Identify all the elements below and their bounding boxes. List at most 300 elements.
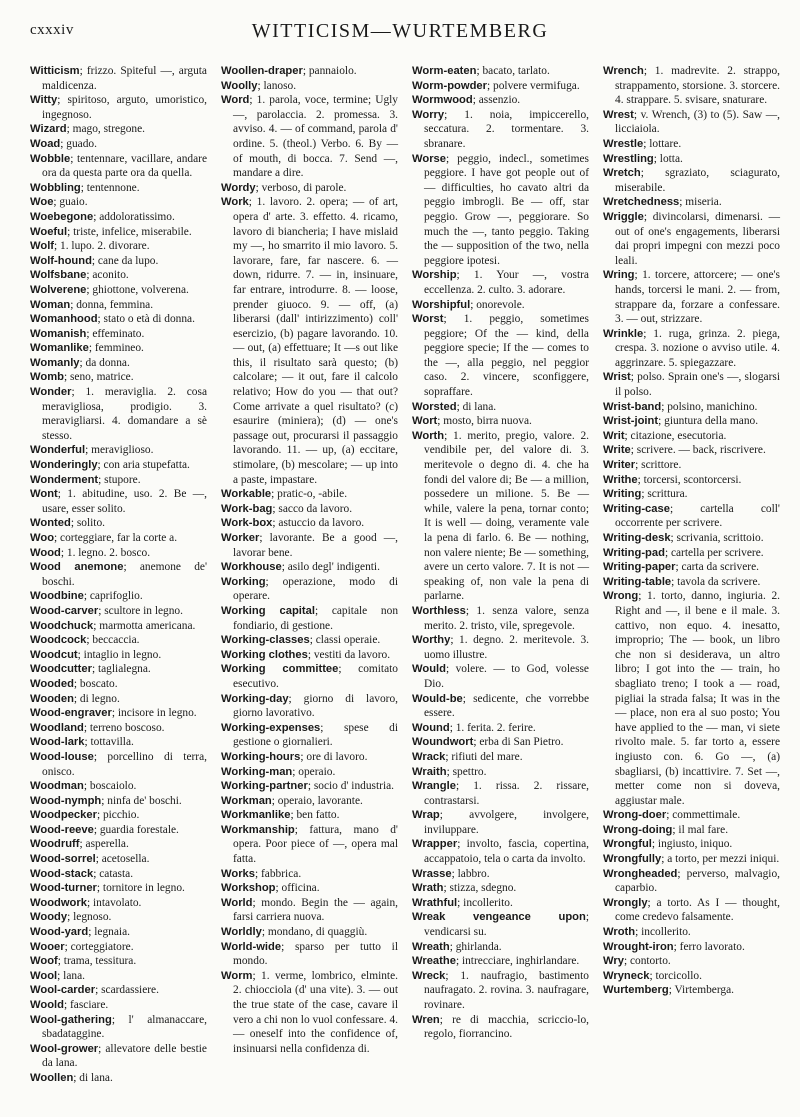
entry-definition: ; intrecciare, inghirlandare.	[455, 955, 580, 968]
dictionary-entry	[30, 954, 207, 969]
running-head	[30, 20, 770, 48]
entry-definition: ; solito.	[70, 517, 105, 530]
entry-definition: ; operazione, modo di operare.	[233, 575, 398, 603]
entry-definition: ; incisore in legno.	[111, 707, 197, 720]
dictionary-entry	[221, 823, 398, 867]
entry-headword: Woman	[30, 298, 71, 311]
entry-headword: Writhe	[603, 473, 638, 486]
dictionary-entry	[412, 692, 589, 721]
entry-headword: Wrongful	[603, 838, 652, 851]
entry-headword: Working-partner	[221, 780, 308, 793]
entry-definition: ; asperella.	[79, 838, 129, 851]
entry-headword: Wrong	[603, 590, 639, 603]
dictionary-entry	[221, 940, 398, 969]
entry-headword: Woodcutter	[30, 663, 92, 676]
entry-headword: Worm	[221, 969, 253, 982]
dictionary-entry	[221, 779, 398, 794]
dictionary-entry	[221, 604, 398, 633]
entry-headword: Wood	[30, 546, 61, 559]
dictionary-entry	[603, 969, 780, 984]
entry-definition: ; fasciare.	[63, 999, 109, 1011]
column-3	[412, 64, 589, 1086]
entry-definition: ; 1. senza valore, senza merito. 2. tristo, vile, spregevole.	[424, 604, 589, 632]
dictionary-entry	[603, 954, 780, 969]
entry-definition: ; fabbrica.	[255, 867, 302, 880]
entry-headword: Worldly	[221, 926, 262, 939]
entry-definition: ; classi operaie.	[309, 634, 381, 647]
entry-headword: Worst	[412, 313, 444, 326]
entry-headword: Wonder	[30, 386, 72, 399]
dictionary-entry	[221, 692, 398, 721]
dictionary-entry	[30, 794, 207, 809]
dictionary-entry	[412, 779, 589, 808]
entry-headword: Wolverene	[30, 283, 87, 296]
page-title: WITTICISM—WURTEMBERG	[251, 20, 549, 42]
entry-definition: ; vestiti da lavoro.	[307, 648, 391, 661]
entry-definition: ; giorno di lavoro, giorno lavorativo.	[233, 692, 398, 720]
entry-definition: ; 1. lavoro. 2. opera; — of art, opera d' arte. 3. effetto. 4. ricamo, lavoro di biancheria; I have mislaid my —, ho smarrito il mio lavoro. 5. lavorare, fare, far nascere. 6. — down, ridurre. 7. — in, insinuare, far entrare, introdurre. 8. — loose, prender giuoco. 9. — off, (a) liberarsi (dall' intirizzimento) coll' esercizio, (b) pagare lavorando. 10. — out, (a) effettuare; It —s out like this, il risultato sarà questo; (b) calcolare; — it out, fare il calcolo relativo; How do you — that out? Come arrivate a quel risultato? (c) esaurire (miniera); (d) — one's passage out, procurarsi il passaggio lavorando. 11. — up, (a) eccitare, stimolare, (b) mescolare; — up into a paste, impastare.	[233, 196, 398, 486]
entry-definition: ; lottare.	[643, 137, 682, 150]
dictionary-entry	[30, 662, 207, 677]
entry-definition: ; 1. lupo. 2. divorare.	[54, 240, 150, 253]
entry-headword: Wrasse	[412, 867, 452, 880]
entry-headword: Wont	[30, 488, 58, 501]
dictionary-entry	[30, 560, 207, 589]
entry-definition: ; onorevole.	[470, 298, 525, 311]
entry-definition: ; incollerito.	[635, 926, 691, 939]
dictionary-entry	[30, 808, 207, 823]
entry-definition: ; allevatore delle bestie da lana.	[42, 1042, 207, 1070]
dictionary-entry	[412, 268, 589, 297]
entry-definition: ; seno, matrice.	[63, 371, 134, 384]
entry-headword: Working-classes	[221, 634, 310, 647]
entry-definition: ; pratic-o, -abile.	[271, 488, 348, 501]
dictionary-entry	[412, 750, 589, 765]
dictionary-entry	[30, 604, 207, 619]
entry-definition: ; scardassiere.	[95, 984, 159, 997]
entry-definition: ; torcicollo.	[649, 969, 702, 982]
dictionary-entry	[221, 181, 398, 196]
dictionary-entry	[603, 370, 780, 399]
dictionary-entry	[603, 327, 780, 371]
entry-definition: ; ghiottone, volverena.	[86, 283, 189, 296]
entry-definition: ; polso. Sprain one's —, slogarsi il polso.	[615, 371, 780, 399]
entry-definition: ; acetosella.	[95, 853, 150, 866]
entry-headword: Wolf	[30, 240, 55, 253]
entry-definition: ; spiritoso, arguto, umoristico, ingegnoso.	[42, 94, 207, 121]
entry-headword: Wormwood	[412, 94, 473, 107]
entry-headword: Worker	[221, 532, 260, 544]
entry-definition: ; perverso, malvagio, caparbio.	[615, 867, 780, 895]
dictionary-entry	[603, 852, 780, 867]
entry-headword: Woundwort	[412, 736, 474, 749]
entry-definition: ; cartella coll' occorrente per scrivere.	[615, 502, 780, 530]
entry-definition: ; lotta.	[653, 152, 683, 165]
entry-definition: ; operaio, lavorante.	[271, 794, 363, 807]
entry-headword: Worth	[412, 429, 445, 442]
entry-definition: ; lana.	[57, 969, 85, 982]
entry-definition: ; stato o età di donna.	[97, 313, 195, 326]
dictionary-entry	[221, 721, 398, 750]
entry-definition: ; divincolarsi, dimenarsi. — out of one's engagements, liberarsi dai propri impegni con mezzi poco leali.	[615, 210, 780, 267]
entry-definition: ; comitato esecutivo.	[233, 663, 399, 690]
entry-definition: ; triste, infelice, miserabile.	[67, 225, 192, 238]
dictionary-entry	[30, 983, 207, 998]
entry-definition: ; contorto.	[623, 955, 671, 968]
entry-definition: ; corteggiatore.	[64, 940, 134, 953]
dictionary-entry	[603, 443, 780, 458]
entry-headword: Writ	[603, 429, 625, 442]
entry-headword: Writing-pad	[603, 546, 665, 559]
entry-headword: Working-hours	[221, 750, 301, 763]
dictionary-entry	[412, 910, 589, 939]
entry-definition: ; socio d' industria.	[307, 780, 395, 793]
dictionary-entry	[30, 181, 207, 196]
entry-headword: Writing-paper	[603, 561, 676, 574]
entry-definition: ; mondo. Begin the — again, farsi carriera nuova.	[233, 896, 398, 924]
dictionary-entry	[30, 487, 207, 516]
dictionary-entry	[221, 516, 398, 531]
dictionary-entry	[221, 195, 398, 487]
entry-definition: ; carta da scrivere.	[675, 561, 759, 574]
dictionary-entry	[30, 940, 207, 955]
entry-headword: Woe	[30, 196, 54, 209]
entry-headword: Write	[603, 444, 631, 457]
entry-headword: Wonderment	[30, 473, 99, 486]
entry-headword: Working committee	[221, 663, 339, 676]
entry-definition: ; v. Wrench, (3) to (5). Saw —, licciaiola.	[615, 108, 780, 136]
entry-headword: Writer	[603, 459, 636, 472]
dictionary-entry	[221, 93, 398, 181]
entry-definition: ; cane da lupo.	[91, 254, 159, 267]
entry-headword: Work-box	[221, 517, 273, 530]
dictionary-entry	[30, 1071, 207, 1086]
entry-headword: Wrist	[603, 371, 631, 384]
entry-headword: Woollen-draper	[221, 65, 303, 77]
dictionary-entry	[30, 356, 207, 371]
dictionary-entry	[412, 1013, 589, 1042]
entry-headword: Working-expenses	[221, 721, 321, 734]
entry-headword: Wrong-doer	[603, 809, 667, 822]
entry-headword: Wrest	[603, 108, 634, 121]
dictionary-entry	[30, 619, 207, 634]
entry-definition: ; beccaccia.	[86, 634, 140, 647]
entry-definition: ; tornitore in legno.	[96, 882, 185, 895]
entry-headword: Would	[412, 663, 446, 676]
dictionary-entry	[603, 589, 780, 808]
entry-definition: ; porcellino di terra, onisco.	[42, 750, 207, 778]
entry-headword: Wreath	[412, 940, 450, 953]
entry-definition: ; il mal fare.	[672, 823, 729, 836]
entry-headword: Wooded	[30, 677, 74, 690]
entry-definition: ; intaglio in legno.	[77, 648, 162, 661]
dictionary-entry	[412, 414, 589, 429]
entry-definition: ; 1. degno. 2. meritevole. 3. uomo illustre.	[424, 634, 589, 661]
entry-headword: Woodman	[30, 780, 84, 793]
dictionary-entry	[30, 225, 207, 240]
dictionary-entry	[30, 385, 207, 443]
entry-headword: Woof	[30, 955, 58, 968]
dictionary-entry	[412, 64, 589, 79]
entry-definition: ; Virtemberga.	[668, 984, 735, 997]
dictionary-entry	[412, 108, 589, 152]
entry-headword: Wort	[412, 415, 438, 428]
entry-headword: Woodbine	[30, 590, 84, 603]
column-1	[30, 64, 207, 1086]
entry-definition: ; trama, tessitura.	[57, 955, 137, 968]
entry-headword: Wrap	[412, 809, 440, 822]
entry-definition: ; rifiuti del mare.	[445, 750, 523, 763]
entry-headword: Wrathful	[412, 896, 458, 909]
entry-definition: ; 1. abitudine, uso. 2. Be —, usare, esser solito.	[42, 488, 207, 515]
entry-headword: Wood-reeve	[30, 823, 94, 836]
entry-headword: Wrongheaded	[603, 867, 678, 880]
entry-definition: ; fattura, mano d' opera. Poor piece of —, opera mal fatta.	[233, 823, 398, 866]
entry-definition: ; 1. verme, lombrico, elminte. 2. chiocciola (d' una vite). 3. — out the true state of the case, cavare il vero a chi non lo vuol confessare. 4. — oneself into the confidence of, insinuarsi nella confidenza di.	[233, 969, 398, 1055]
dictionary-entry	[412, 93, 589, 108]
entry-headword: Wood-nymph	[30, 794, 102, 807]
entry-definition: ; guado.	[60, 137, 97, 150]
entry-headword: Wrack	[412, 750, 446, 763]
entry-headword: Wordy	[221, 181, 256, 194]
entry-headword: Wretch	[603, 167, 641, 180]
entry-definition: ; l' almanaccare, sbadataggine.	[42, 1013, 207, 1041]
entry-headword: Wobbling	[30, 181, 81, 194]
entry-definition: ; mondano, di quaggiù.	[261, 926, 368, 939]
dictionary-entry	[30, 910, 207, 925]
dictionary-entry	[30, 516, 207, 531]
entry-definition: ; legnoso.	[67, 911, 112, 924]
dictionary-entry	[603, 546, 780, 561]
entry-definition: ; effeminato.	[86, 327, 145, 340]
dictionary-entry	[412, 721, 589, 736]
entry-definition: ; ninfa de' boschi.	[101, 794, 182, 807]
dictionary-entry	[603, 487, 780, 502]
entry-definition: ; 1. ruga, grinza. 2. piega, crespa. 3. nozione o avviso utile. 4. aggrinzare. 5. spiegazzare.	[615, 327, 780, 369]
dictionary-entry	[221, 79, 398, 94]
dictionary-entry	[30, 735, 207, 750]
dictionary-entry	[603, 837, 780, 852]
entry-headword: Wreak vengeance upon	[412, 911, 586, 924]
entry-headword: Wring	[603, 269, 635, 282]
entry-headword: Worship	[412, 269, 457, 282]
dictionary-entry	[30, 852, 207, 867]
entry-headword: Wrestle	[603, 137, 644, 150]
entry-headword: Writing-desk	[603, 532, 671, 544]
entry-headword: Woold	[30, 999, 64, 1011]
dictionary-entry	[221, 531, 398, 560]
dictionary-entry	[412, 400, 589, 415]
entry-headword: Wraith	[412, 765, 447, 778]
dictionary-entry	[412, 940, 589, 955]
entry-headword: Wood-engraver	[30, 707, 112, 720]
dictionary-entry	[412, 881, 589, 896]
entry-headword: Wool-grower	[30, 1042, 99, 1055]
entry-headword: Wrench	[603, 65, 644, 77]
entry-headword: Wurtemberg	[603, 984, 669, 997]
entry-definition: ; tentennare, vacillare, andare ora da questa parte ora da quella.	[42, 152, 207, 180]
entry-definition: ; guaio.	[53, 196, 88, 209]
entry-definition: ; picchio.	[96, 809, 140, 822]
dictionary-entry	[412, 896, 589, 911]
entry-definition: ; scrittura.	[641, 488, 688, 501]
dictionary-entry	[30, 677, 207, 692]
dictionary-entry	[30, 152, 207, 181]
entry-definition: ; operaio.	[292, 765, 336, 778]
entry-definition: ; bacato, tarlato.	[476, 65, 550, 77]
entry-definition: ; con aria stupefatta.	[97, 459, 190, 472]
dictionary-entry	[30, 64, 207, 93]
entry-headword: Wolfsbane	[30, 269, 87, 282]
page-number: cxxxiv	[30, 22, 74, 38]
entry-headword: Wool	[30, 969, 58, 982]
entry-definition: ; lanoso.	[257, 79, 297, 92]
dictionary-entry	[30, 312, 207, 327]
entry-headword: Woodland	[30, 721, 84, 734]
dictionary-entry	[30, 210, 207, 225]
entry-headword: Wood-stack	[30, 867, 94, 880]
dictionary-entry	[30, 458, 207, 473]
entry-headword: Wry	[603, 955, 624, 968]
dictionary-entry	[412, 954, 589, 969]
dictionary-entry	[603, 531, 780, 546]
entry-headword: Wrong-doing	[603, 823, 673, 836]
entry-definition: ; intavolato.	[86, 896, 142, 909]
entry-definition: ; 1. torcere, attorcere; — one's hands, torcersi le mani. 2. — from, strappare da, forzare a confessare. 3. — out, strizzare.	[615, 269, 780, 326]
dictionary-entry	[603, 137, 780, 152]
dictionary-entry	[412, 837, 589, 866]
entry-headword: Wrestling	[603, 152, 654, 165]
dictionary-entry	[221, 487, 398, 502]
entry-definition: ; ingiusto, iniquo.	[651, 838, 733, 851]
entry-definition: ; torcersi, scontorcersi.	[637, 473, 742, 486]
dictionary-entry	[30, 137, 207, 152]
dictionary-entry	[30, 370, 207, 385]
entry-headword: Woodwork	[30, 896, 87, 909]
dictionary-entry	[412, 633, 589, 662]
entry-definition: ; 1. noia, impiccerello, seccatura. 2. tormentare. 3. sbranare.	[424, 108, 589, 150]
entry-headword: Wrapper	[412, 838, 458, 851]
dictionary-entry	[412, 604, 589, 633]
dictionary-entry	[412, 312, 589, 400]
dictionary-entry	[221, 662, 398, 691]
entry-definition: ; ore di lavoro.	[300, 750, 368, 763]
entry-definition: ; stupore.	[98, 473, 141, 486]
entry-definition: ; di lana.	[456, 400, 497, 413]
entry-headword: Writing-case	[603, 502, 670, 515]
dictionary-entry	[221, 794, 398, 809]
entry-headword: Woody	[30, 911, 68, 924]
dictionary-columns	[30, 64, 780, 1086]
entry-headword: Working-day	[221, 692, 289, 705]
entry-definition: ; 1. Your —, vostra eccellenza. 2. culto. 3. adorare.	[424, 269, 589, 296]
dictionary-entry	[221, 560, 398, 575]
entry-headword: Woad	[30, 137, 61, 150]
entry-headword: Workman	[221, 794, 272, 807]
entry-headword: Wroth	[603, 926, 636, 939]
entry-definition: ; 1. rissa. 2. rissare, contrastarsi.	[424, 780, 589, 807]
entry-definition: ; ghirlanda.	[449, 940, 502, 953]
dictionary-entry	[30, 692, 207, 707]
dictionary-entry	[30, 633, 207, 648]
dictionary-entry	[412, 298, 589, 313]
column-2	[221, 64, 398, 1086]
dictionary-entry	[603, 429, 780, 444]
entry-headword: Wool-gathering	[30, 1013, 112, 1026]
dictionary-entry	[30, 254, 207, 269]
entry-headword: Witty	[30, 94, 58, 107]
dictionary-entry	[412, 662, 589, 691]
entry-headword: Woo	[30, 532, 55, 544]
dictionary-entry	[603, 560, 780, 575]
entry-definition: ; spettro.	[446, 765, 487, 778]
entry-headword: Worshipful	[412, 298, 471, 311]
entry-headword: Wrath	[412, 882, 444, 895]
dictionary-entry	[30, 443, 207, 458]
entry-headword: Worsted	[412, 400, 457, 413]
entry-headword: Wrist-joint	[603, 415, 659, 428]
entry-headword: Wretchedness	[603, 196, 680, 209]
dictionary-entry	[30, 896, 207, 911]
entry-definition: ; femmineo.	[88, 342, 144, 355]
entry-definition: ; a torto. As I — thought, come credevo falsamente.	[615, 896, 780, 924]
entry-definition: ; anemone de' boschi.	[42, 561, 207, 588]
dictionary-entry	[603, 823, 780, 838]
entry-headword: Womanish	[30, 327, 87, 340]
entry-headword: Wryneck	[603, 969, 650, 982]
entry-headword: Womb	[30, 371, 64, 384]
entry-headword: Wood-turner	[30, 882, 97, 895]
entry-definition: ; 1. torto, danno, ingiuria. 2. Right and —, il bene e il male. 3. cattivo, non equo. 4. inesatto, improprio; The — book, un libro che non si desiderava, un altro libro; I got into the — train, ho sbagliato treno; I took a — road, pigliai la strada falsa; It was in the — place, non era al suo posto; You have applied to the — man, vi siete rivolto male. 5. far torto a, essere ingiusto con. 6. Go —, (a) sbagliarsi, (b) incattivire. 7. Set —, metter come non si doveva, aggiustar male.	[615, 590, 780, 807]
dictionary-entry	[30, 239, 207, 254]
dictionary-entry	[30, 969, 207, 984]
dictionary-entry	[603, 152, 780, 167]
entry-headword: Worm-powder	[412, 79, 487, 92]
entry-headword: Wren	[412, 1013, 440, 1026]
entry-headword: World	[221, 896, 253, 909]
entry-definition: ; spese di gestione o giornalieri.	[233, 721, 398, 749]
entry-headword: Wood-lark	[30, 736, 85, 749]
entry-definition: ; scrivania, scrittoio.	[670, 532, 764, 544]
dictionary-entry	[603, 195, 780, 210]
dictionary-entry	[30, 881, 207, 896]
entry-headword: Workshop	[221, 882, 276, 895]
entry-definition: ; scultore in legno.	[98, 604, 183, 617]
dictionary-entry	[603, 108, 780, 137]
entry-definition: ; lavorante. Be a good —, lavorar bene.	[233, 532, 398, 559]
dictionary-entry	[603, 414, 780, 429]
entry-headword: Works	[221, 867, 255, 880]
entry-headword: Woebegone	[30, 210, 94, 223]
dictionary-entry	[603, 575, 780, 590]
entry-headword: Wrinkle	[603, 327, 644, 340]
entry-definition: ; addoloratissimo.	[93, 210, 175, 223]
dictionary-entry	[221, 502, 398, 517]
dictionary-entry	[30, 341, 207, 356]
entry-headword: Working-man	[221, 765, 293, 778]
entry-definition: ; scrittore.	[635, 459, 682, 472]
entry-definition: ; 1. ferita. 2. ferire.	[449, 721, 536, 734]
dictionary-entry	[412, 429, 589, 604]
dictionary-entry	[603, 983, 780, 998]
entry-definition: ; scrivere. — back, riscrivere.	[630, 444, 766, 457]
entry-headword: Wrangle	[412, 780, 456, 793]
entry-headword: Wobble	[30, 152, 71, 165]
dictionary-entry	[30, 546, 207, 561]
dictionary-entry	[30, 122, 207, 137]
dictionary-entry	[603, 867, 780, 896]
dictionary-entry	[30, 283, 207, 298]
